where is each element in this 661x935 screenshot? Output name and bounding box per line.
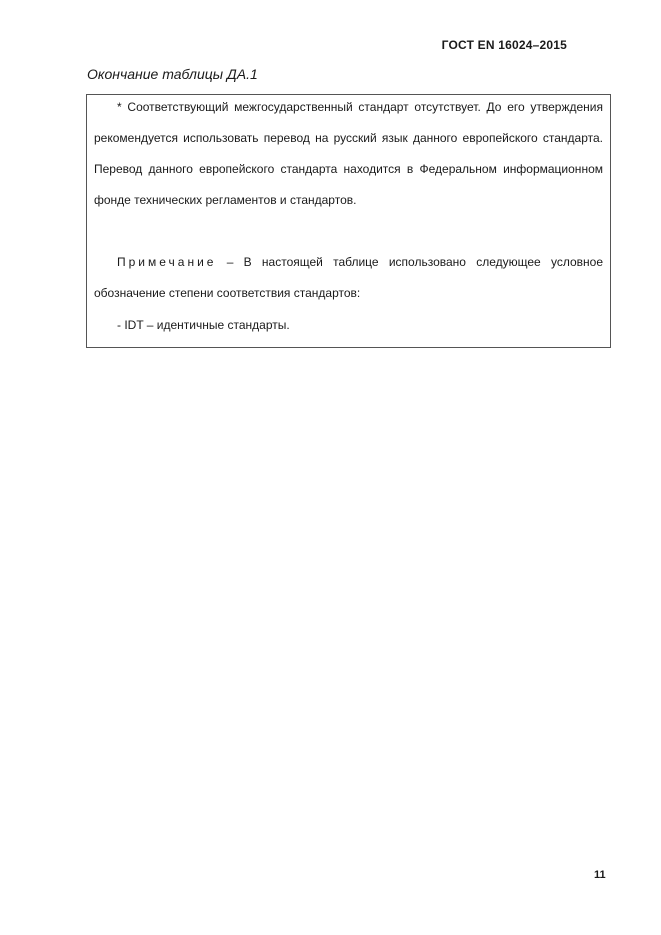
page-number: 11 — [594, 869, 606, 881]
legend-item: - IDT – идентичные стандарты. — [117, 318, 290, 332]
table-caption: Окончание таблицы ДА.1 — [87, 66, 258, 82]
note-title: Примечание — [117, 255, 217, 269]
note-text: – В настоящей таблице использовано следующее условное обозначение степени соответствия стандартов: — [94, 255, 603, 300]
table-continuation-box — [86, 94, 611, 348]
note-paragraph — [94, 247, 603, 309]
document-code: ГОСТ EN 16024–2015 — [441, 38, 567, 52]
footnote-paragraph: * Соответствующий межгосударственный стандарт отсутствует. До его утверждения рекомендуется использовать перевод на русский язык данного европейского стандарта. Перевод данного европейского стандарта находится в Федеральном информационном фонде технических регламентов и стандартов. — [94, 100, 603, 207]
